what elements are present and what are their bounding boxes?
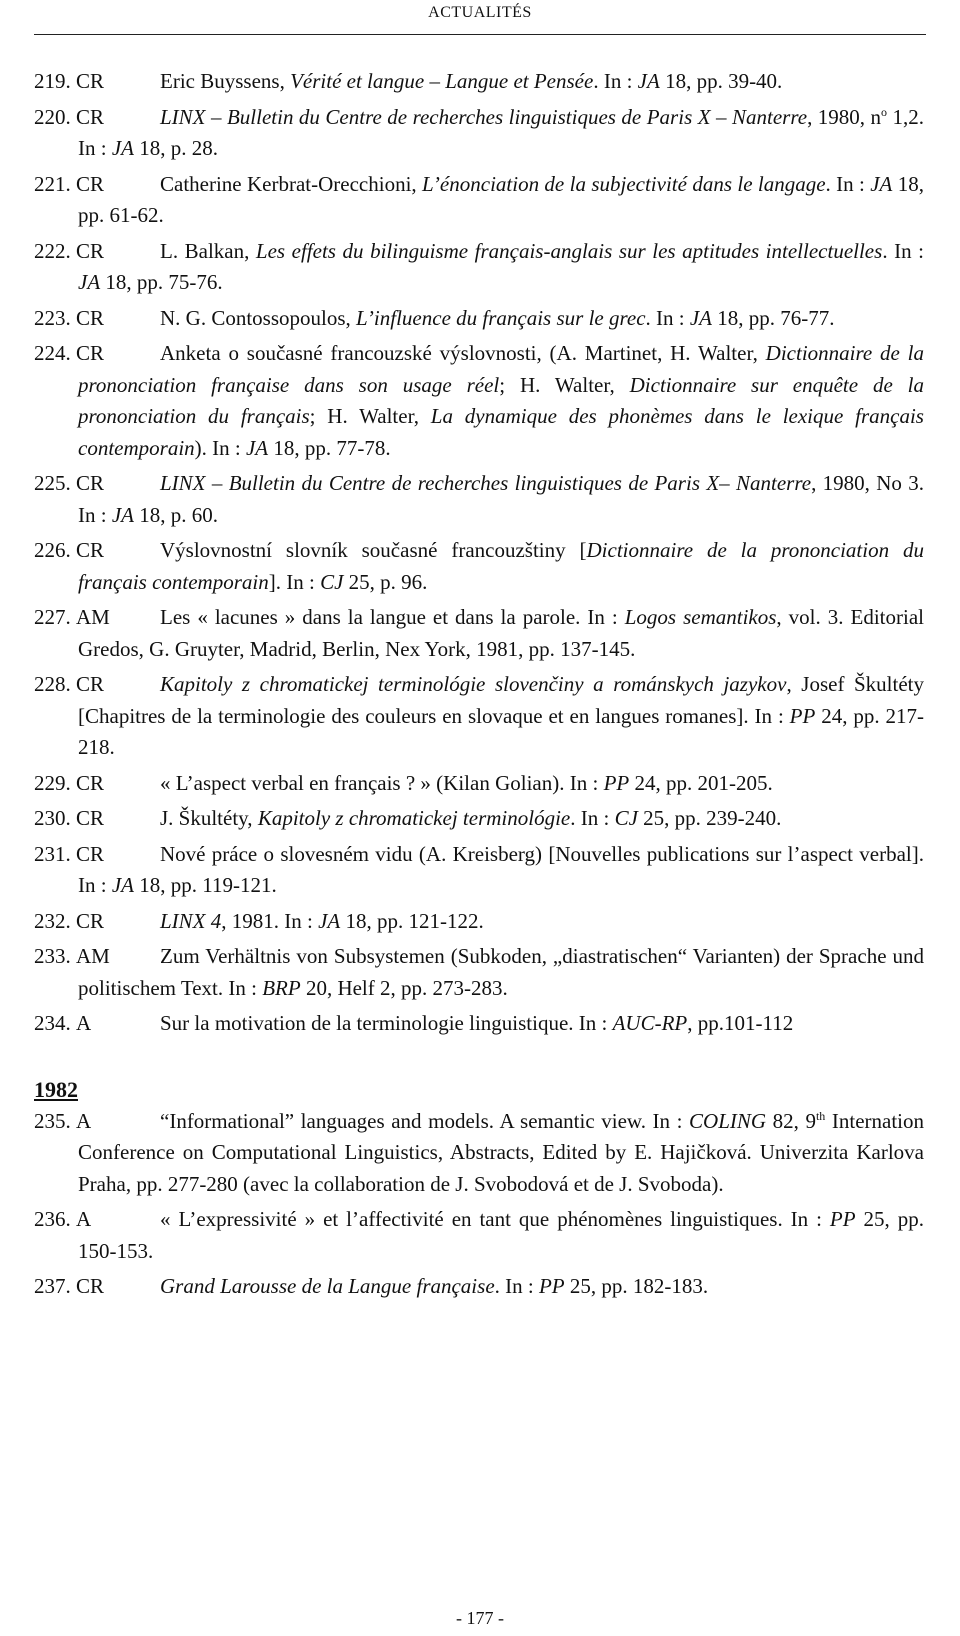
entry-text: , 1980, n [807,104,882,129]
superscript-text: o [881,104,888,119]
entry-type: CR [76,471,105,495]
entry-number: 229. [34,770,71,795]
entry-number: 220. [34,104,71,129]
entry-title-text: JA [637,69,660,93]
entry-type: A [76,1011,92,1035]
entry-title-text: BRP [262,975,301,1000]
entry-type: CR [76,770,105,795]
entry-text: . In : [570,806,615,830]
entry-text: . In : [882,238,924,263]
entry-title-text: L’influence du français sur le grec [356,305,646,330]
entry-text: 24, pp. 201-205. [629,770,773,795]
entry-text: , 1981. In : [221,908,319,933]
header-rule [34,34,926,35]
entry-number: 235. [34,1108,71,1133]
entry-title-text: JA [111,136,134,160]
entry-text: 18, pp. 75-76. [100,270,223,294]
entry-type: CR [76,908,105,933]
entry-text: « L’aspect verbal en français ? » (Kilan Golian). In : [160,770,604,795]
entry-title-text: Kapitoly z chromatickej terminológie slovenčiny a románskych jazykov [160,672,787,696]
entry-text: 25, pp. 239-240. [637,806,782,830]
entry-title-text: CJ [320,569,344,594]
entry-number: 223. [34,305,71,330]
bibliography-entry [34,468,924,531]
entry-type: CR [76,1274,105,1298]
entry-title-text: LINX – Bulletin du Centre de recherches linguistiques de Paris X– Nanterre [160,471,812,495]
entry-title-text: JA [870,171,893,196]
entry-number: 228. [34,672,71,696]
entry-title-text: Dictionnaire sur enquête de la prononciation du français [78,372,924,428]
entry-number: 226. [34,538,71,562]
entry-title-text: Dictionnaire de la prononciation du français contemporain [78,538,924,594]
entry-type: AM [76,944,110,968]
entries-1982 [34,1106,924,1303]
entry-text: ; H. Walter, [309,404,431,428]
bibliography-entry [34,338,924,464]
bibliography-entry [34,1106,924,1201]
entry-text: Zum Verhältnis von Subsystemen (Subkoden, „diastratischen“ Varianten) der Sprache und politischem Text. In : [78,944,924,1000]
bibliography-entry [34,768,924,800]
entry-title-text: JA [111,502,134,527]
entry-text: L. Balkan, [160,238,256,263]
entry-text: , pp.101-112 [687,1011,794,1035]
entry-number: 224. [34,341,71,365]
bibliography-entry [34,669,924,764]
entry-text: « L’expressivité » et l’affectivité en tant que phénomènes linguistiques. In : [160,1207,830,1231]
entry-text: Eric Buyssens, [160,69,291,93]
entry-text: 18, p. 60. [133,502,218,527]
entry-text: Výslovnostní slovník současné francouzštiny [ [160,538,587,562]
bibliography-entry [34,1271,924,1303]
entry-text: , 1980, No 3. In : [78,471,925,527]
bibliography-entry [34,1204,924,1267]
entry-text: Catherine Kerbrat-Orecchioni, [160,171,423,196]
bibliography-entry [34,803,924,835]
entry-text: 24, pp. 217-218. [78,703,924,759]
entry-text: . In : [825,171,871,196]
superscript-text: th [815,1108,826,1123]
entry-text: . In : [593,69,638,93]
entry-title-text: Dictionnaire de la prononciation française dans son usage réel [78,341,924,397]
entry-text: 25, pp. 182-183. [564,1274,709,1298]
entry-text: Les « lacunes » dans la langue et dans la parole. In : [160,605,625,629]
entry-type: CR [76,171,105,196]
bibliography-entry [34,303,924,335]
bibliography-entry [34,602,924,665]
entry-text: 18, pp. 119-121. [133,873,277,897]
entry-title-text: AUC-RP [612,1011,688,1035]
entry-type: CR [76,341,105,365]
bibliography-entry [34,941,924,1004]
entry-text: 82, 9 [766,1108,816,1133]
entry-text: N. G. Contossopoulos, [160,305,357,330]
entry-title-text: Vérité et langue – Langue et Pensée [290,69,594,93]
entry-text: J. Škultéty, [160,806,258,830]
entry-number: 219. [34,69,71,93]
bibliography-entry [34,66,924,98]
entry-type: CR [76,806,105,830]
entry-text: ]. In : [268,569,321,594]
entry-text: Internation Conference on Computational Linguistics, Abstracts, Edited by E. Hajičková. Univerzita Karlova Praha, pp. 277-280 (avec la collaboration de J. Svobodová et de J. Svoboda). [78,1108,925,1196]
entry-number: 233. [34,944,71,968]
entry-title-text: La dynamique des phonèmes dans le lexique français contemporain [78,404,924,460]
entry-type: AM [76,605,110,629]
entries-1981 [34,66,924,1040]
entry-number: 230. [34,806,71,830]
running-header: ACTUALITÉS [428,4,532,21]
entry-number: 221. [34,171,71,196]
entry-title-text: JA [78,270,101,294]
entry-title-text: JA [689,305,712,330]
entry-text: . In : [494,1274,539,1298]
entry-text: 20, Helf 2, pp. 273-283. [300,975,508,1000]
entry-number: 222. [34,238,71,263]
bibliography-entry [34,102,924,165]
entry-number: 237. [34,1274,71,1298]
entry-number: 227. [34,605,71,629]
entry-text: 18, pp. 39-40. [659,69,783,93]
entry-type: A [76,1207,92,1231]
bibliography-list [34,66,924,1307]
entry-type: CR [76,841,105,866]
entry-title-text: Kapitoly z chromatickej terminológie [257,806,571,830]
entry-text: 25, p. 96. [343,569,428,594]
entry-number: 232. [34,908,71,933]
entry-text: ). In : [194,435,246,460]
entry-text: 18, pp. 76-77. [712,305,835,330]
entry-text: “Informational” languages and models. A semantic view. In : [160,1108,690,1133]
entry-number: 234. [34,1011,71,1035]
entry-title-text: JA [318,908,341,933]
entry-text: . In : [645,305,690,330]
entry-title-text: JA [245,435,269,460]
year-heading: 1982 [34,1076,78,1102]
entry-title-text: Logos semantikos [624,605,777,629]
entry-text: 25, pp. 150-153. [78,1207,924,1263]
entry-title-text: LINX – Bulletin du Centre de recherches linguistiques de Paris X – Nanterre [160,104,808,129]
entry-text: 18, pp. 121-122. [340,908,484,933]
entry-title-text: Grand Larousse de la Langue française [160,1274,495,1298]
entry-text: 18, p. 28. [133,136,218,160]
entry-title-text: L’énonciation de la subjectivité dans le langage [422,171,826,196]
entry-text: , Josef Škultéty [Chapitres de la terminologie des couleurs en slovaque et en langues romanes]. In : [78,672,925,728]
entry-title-text: PP [538,1274,565,1298]
entry-title-text: LINX 4 [160,908,222,933]
entry-type: CR [76,104,105,129]
entry-text: , vol. 3. Editorial Gredos, G. Gruyter, Madrid, Berlin, Nex York, 1981, pp. 137-145. [78,605,924,661]
entry-text: ; H. Walter, [499,372,630,397]
entry-number: 236. [34,1207,71,1231]
entry-title-text: CJ [614,806,638,830]
entry-title-text: JA [111,873,134,897]
bibliography-entry [34,839,924,902]
bibliography-entry [34,236,924,299]
bibliography-entry [34,535,924,598]
entry-type: A [76,1108,92,1133]
entry-number: 231. [34,841,71,866]
page-number: - 177 - [456,1608,504,1628]
entry-text: 18, pp. 61-62. [78,171,925,227]
entry-text: Sur la motivation de la terminologie linguistique. In : [160,1011,613,1035]
entry-type: CR [76,69,105,93]
entry-title-text: Les effets du bilinguisme français-anglais sur les aptitudes intellectuelles [255,238,883,263]
entry-type: CR [76,305,105,330]
entry-title-text: PP [829,1207,856,1231]
bibliography-entry [34,169,924,232]
bibliography-entry [34,1008,924,1040]
entry-number: 225. [34,471,71,495]
entry-title-text: COLING [689,1108,767,1133]
entry-text: Nové práce o slovesném vidu (A. Kreisberg) [Nouvelles publications sur l’aspect verbal]. In : [78,841,924,897]
entry-text: 18, pp. 77-78. [268,435,391,460]
entry-title-text: PP [789,703,816,728]
entry-text: 1,2. In : [78,104,925,160]
entry-title-text: PP [603,770,630,795]
entry-text: Anketa o současné francouzské výslovnosti, (A. Martinet, H. Walter, [160,341,766,365]
entry-type: CR [76,238,105,263]
entry-type: CR [76,538,105,562]
bibliography-entry [34,906,924,938]
entry-type: CR [76,672,105,696]
